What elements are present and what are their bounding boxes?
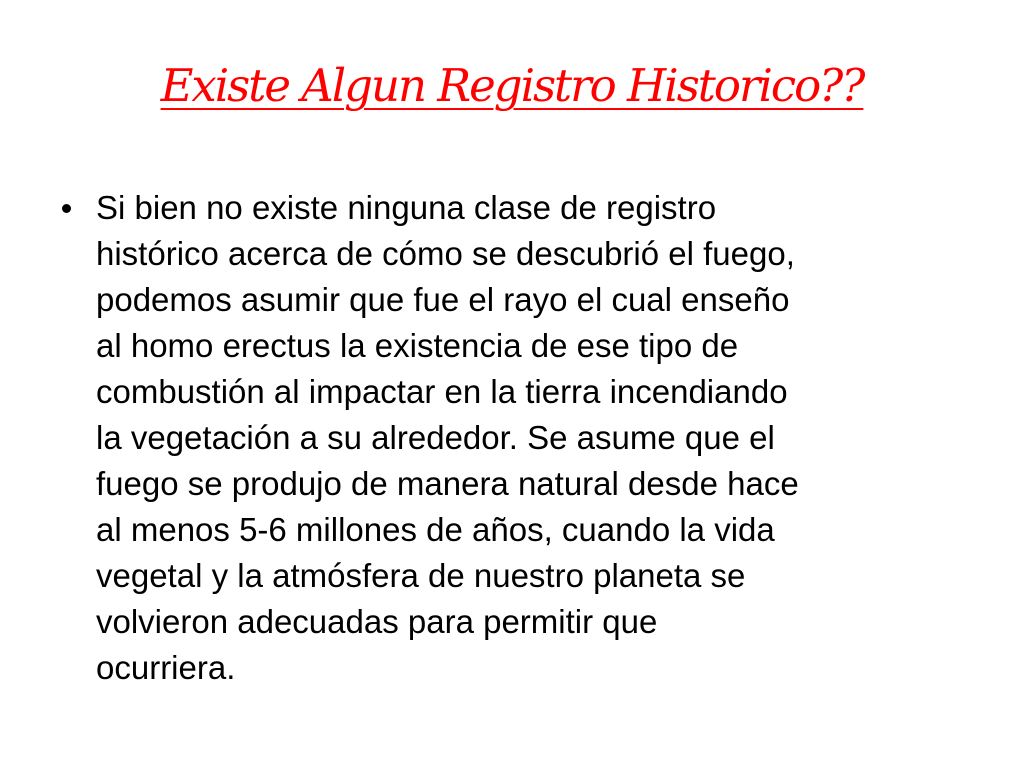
slide-title: Existe Algun Registro Historico?? — [160, 59, 864, 112]
slide-body — [62, 185, 1002, 691]
bullet-line: combustión al impactar en la tierra incendiando — [96, 373, 788, 410]
bullet-line: ocurriera. — [96, 649, 236, 686]
bullet-line: vegetal y la atmósfera de nuestro planeta se — [96, 557, 746, 594]
bullet-item — [62, 185, 1002, 691]
bullet-line: al menos 5-6 millones de años, cuando la vida — [96, 511, 775, 548]
bullet-line: podemos asumir que fue el rayo el cual enseño — [96, 281, 790, 318]
bullet-line: Si bien no existe ninguna clase de registro — [96, 189, 717, 226]
bullet-text — [96, 185, 976, 691]
bullet-line: fuego se produjo de manera natural desde hace — [96, 465, 799, 502]
bullet-line: al homo erectus la existencia de ese tipo de — [96, 327, 739, 364]
bullet-line: volvieron adecuadas para permitir que — [96, 603, 658, 640]
bullet-dot-icon — [62, 204, 71, 213]
bullet-line: histórico acerca de cómo se descubrió el fuego, — [96, 235, 795, 272]
bullet-line: la vegetación a su alrededor. Se asume que el — [96, 419, 775, 456]
